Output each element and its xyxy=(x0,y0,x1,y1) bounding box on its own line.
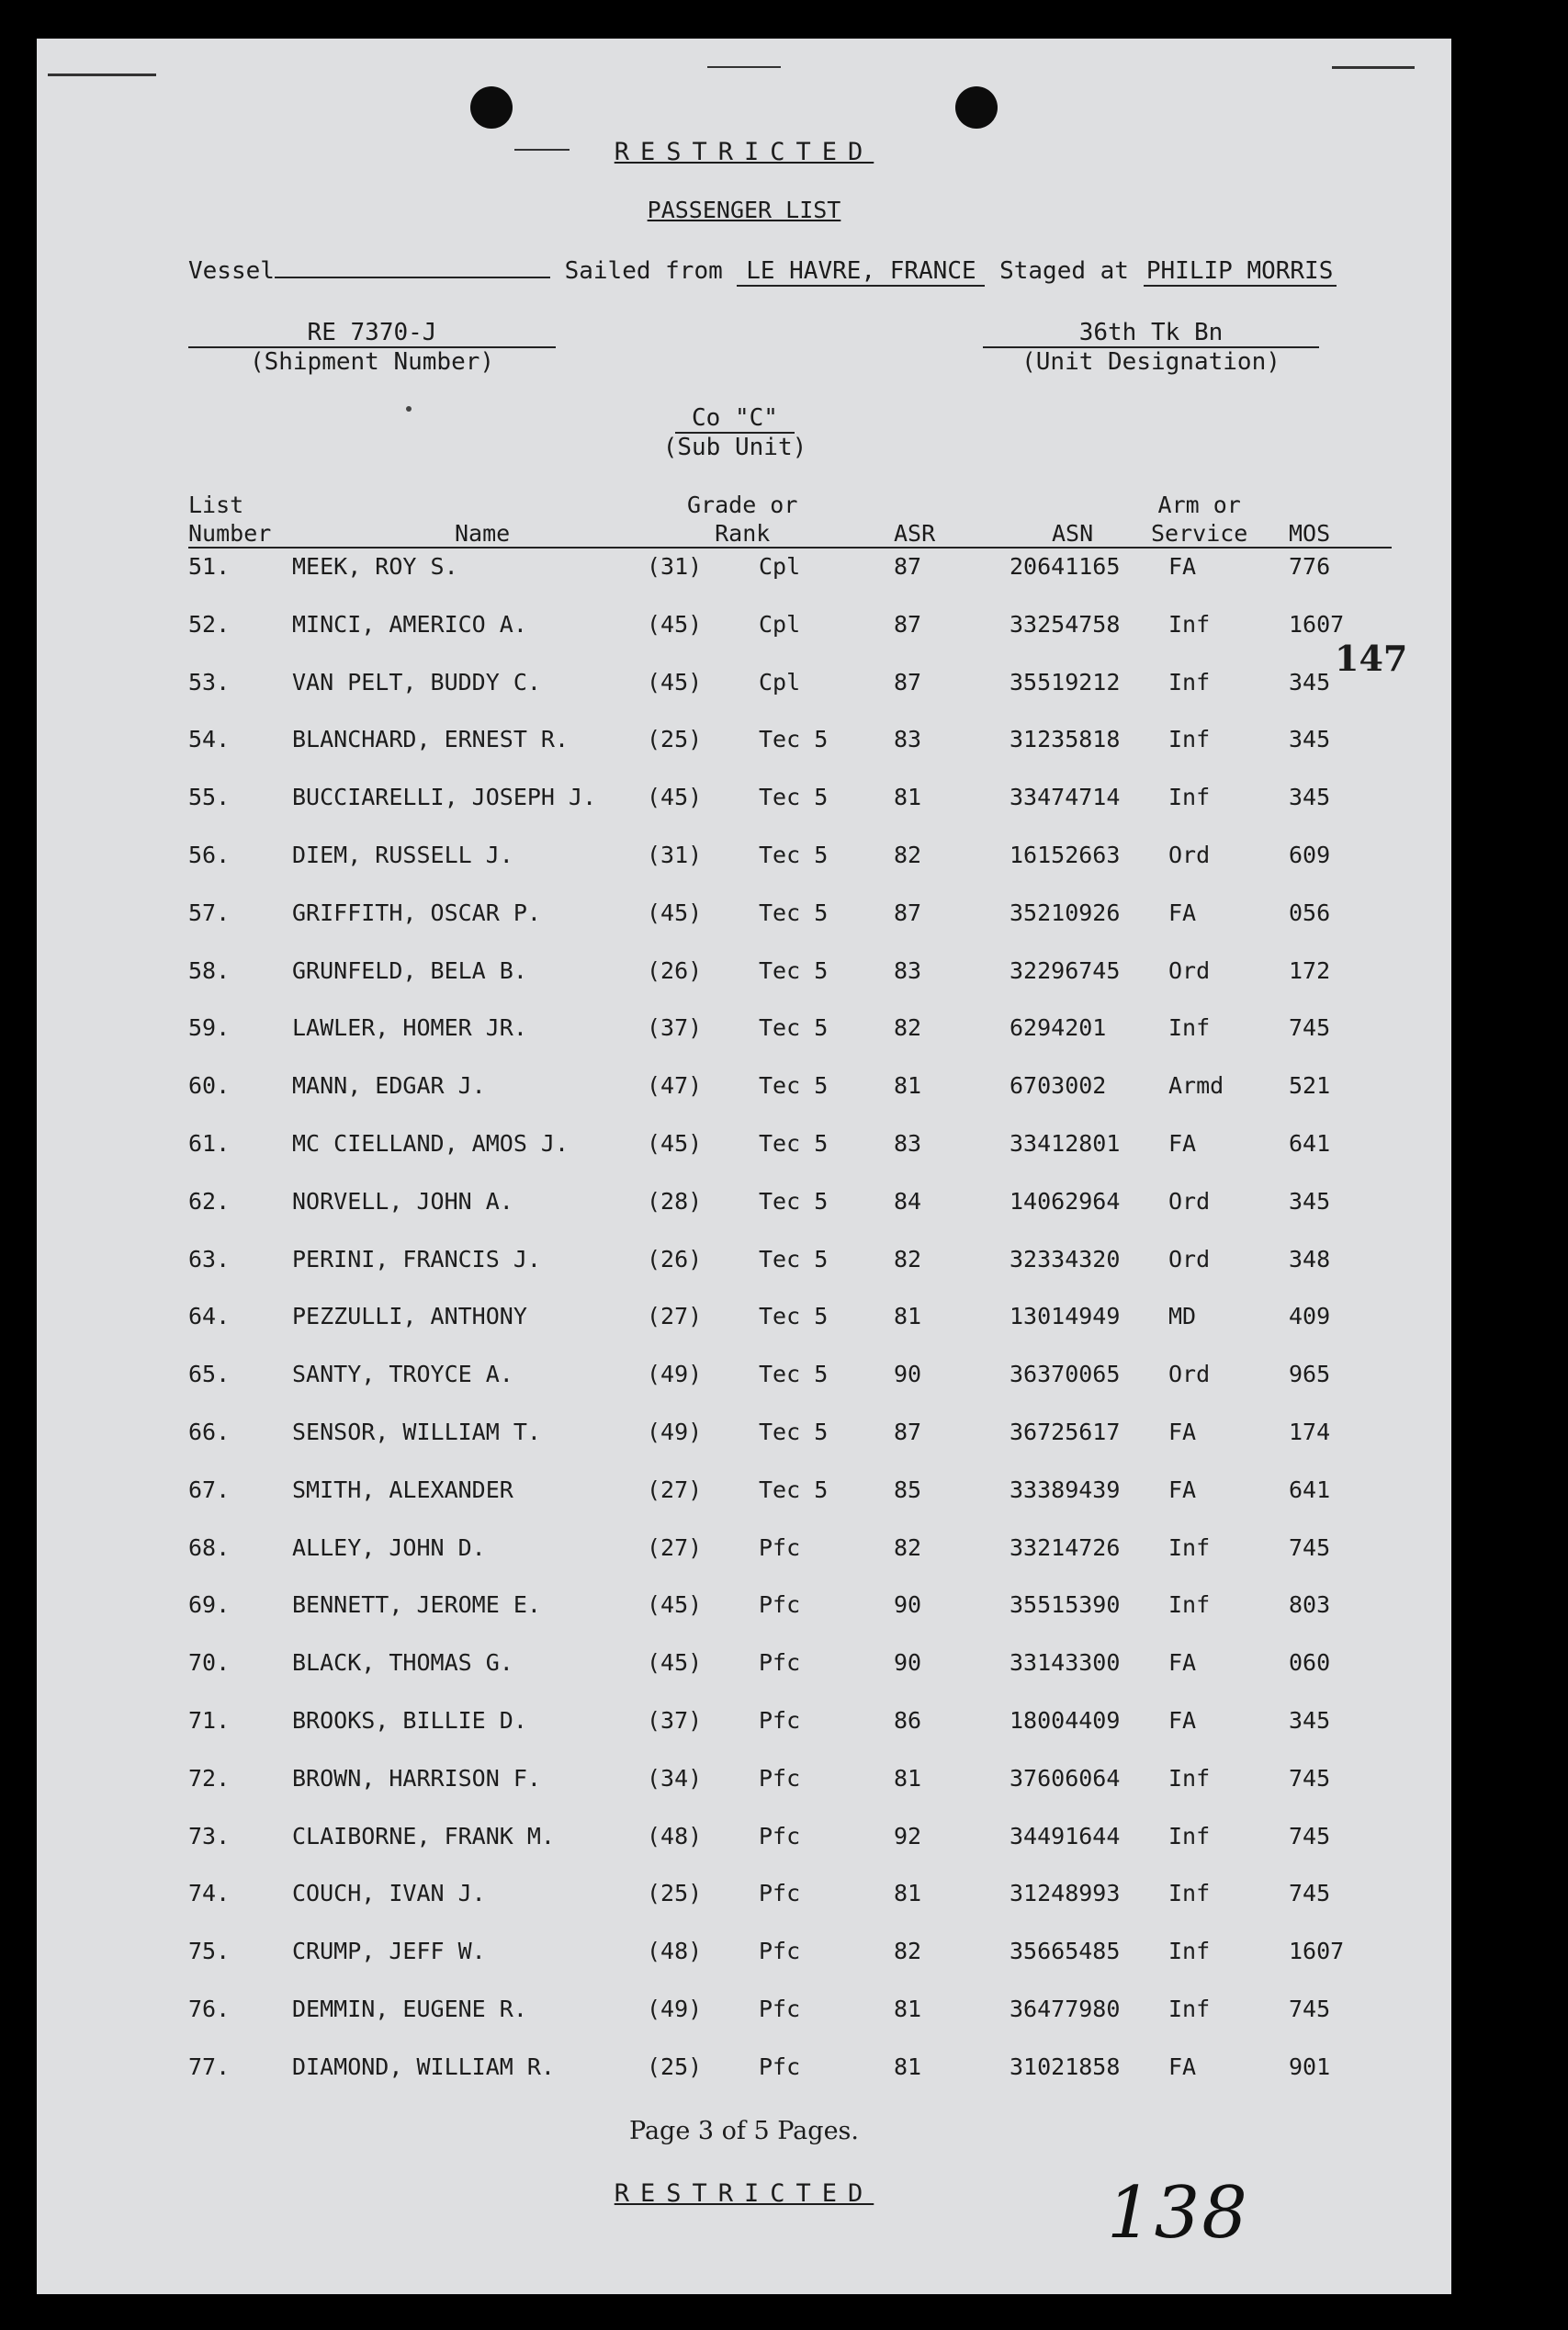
table-row xyxy=(37,1014,1451,1069)
cell-num: 53. xyxy=(188,668,231,696)
cell-arm: FA xyxy=(1168,1419,1197,1445)
cell-age: (48) xyxy=(647,1822,703,1849)
cell-asn: 31235818 xyxy=(1010,726,1121,753)
cell-mos: 776 xyxy=(1289,553,1331,580)
cell-age: (45) xyxy=(647,610,703,638)
cell-asn: 36477980 xyxy=(1010,1996,1121,2022)
cell-mos: 521 xyxy=(1289,1072,1331,1100)
cell-asr: 81 xyxy=(894,1880,922,1907)
cell-mos: 409 xyxy=(1289,1303,1331,1330)
table-row xyxy=(37,1823,1451,1878)
cell-asn: 31248993 xyxy=(1010,1880,1121,1907)
cell-mos: 172 xyxy=(1289,956,1331,984)
cell-asn: 33389439 xyxy=(1010,1476,1121,1503)
header-rule xyxy=(188,547,1392,549)
cell-asr: 81 xyxy=(894,1996,922,2022)
cell-num: 76. xyxy=(188,1996,231,2022)
cell-name: NORVELL, JOHN A. xyxy=(292,1187,513,1215)
col-arm-service: Arm or Service xyxy=(1151,492,1248,547)
cell-num: 54. xyxy=(188,726,231,753)
document-sheet xyxy=(37,39,1451,2294)
cell-age: (25) xyxy=(647,726,703,753)
table-row xyxy=(37,1765,1451,1820)
table-row xyxy=(37,1938,1451,1993)
cell-asn: 18004409 xyxy=(1010,1707,1121,1734)
cell-grade: Tec 5 xyxy=(759,1072,829,1100)
cell-arm: Inf xyxy=(1168,726,1211,753)
stray-mark xyxy=(406,406,412,412)
cell-name: BLANCHARD, ERNEST R. xyxy=(292,726,570,753)
cell-mos: 965 xyxy=(1289,1361,1331,1388)
cell-asr: 87 xyxy=(894,1419,922,1445)
cell-num: 63. xyxy=(188,1245,231,1272)
cell-mos: 174 xyxy=(1289,1419,1331,1445)
cell-asn: 16152663 xyxy=(1010,842,1121,868)
cell-arm: FA xyxy=(1168,1707,1197,1734)
cell-asn: 35515390 xyxy=(1010,1591,1121,1619)
cell-asn: 32296745 xyxy=(1010,956,1121,984)
cell-num: 73. xyxy=(188,1822,231,1849)
cell-age: (49) xyxy=(647,1419,703,1445)
cell-name: SENSOR, WILLIAM T. xyxy=(292,1419,541,1445)
cell-asn: 31021858 xyxy=(1010,2053,1121,2080)
table-row xyxy=(37,1476,1451,1532)
cell-name: CLAIBORNE, FRANK M. xyxy=(292,1822,555,1849)
cell-mos: 348 xyxy=(1289,1245,1331,1272)
cell-mos: 345 xyxy=(1289,1187,1331,1215)
unit-designation-block xyxy=(983,319,1319,376)
cell-grade: Pfc xyxy=(759,1764,801,1792)
col-asr: ASR xyxy=(894,520,936,547)
cell-num: 74. xyxy=(188,1880,231,1907)
cell-asr: 82 xyxy=(894,842,922,868)
cell-name: MANN, EDGAR J. xyxy=(292,1072,486,1100)
cell-arm: Ord xyxy=(1168,842,1211,868)
punch-hole-right xyxy=(955,86,998,129)
cell-mos: 641 xyxy=(1289,1476,1331,1503)
cell-asr: 87 xyxy=(894,553,922,580)
cell-asr: 85 xyxy=(894,1476,922,1503)
cell-arm: Ord xyxy=(1168,1361,1211,1388)
cell-age: (49) xyxy=(647,1361,703,1388)
cell-num: 64. xyxy=(188,1303,231,1330)
cell-name: VAN PELT, BUDDY C. xyxy=(292,668,541,696)
table-row xyxy=(37,1534,1451,1589)
cell-name: DEMMIN, EUGENE R. xyxy=(292,1996,527,2022)
cell-mos: 641 xyxy=(1289,1130,1331,1157)
cell-mos: 803 xyxy=(1289,1591,1331,1619)
cell-grade: Pfc xyxy=(759,1996,801,2022)
cell-grade: Tec 5 xyxy=(759,1014,829,1042)
table-row xyxy=(37,1996,1451,2051)
vessel-value xyxy=(275,277,550,278)
staged-at-label: Staged at xyxy=(999,257,1129,285)
cell-grade: Tec 5 xyxy=(759,784,829,811)
page-indicator: Page 3 of 5 Pages. xyxy=(628,2117,859,2145)
table-row xyxy=(37,1188,1451,1243)
cell-name: PEZZULLI, ANTHONY xyxy=(292,1303,527,1330)
cell-arm: Inf xyxy=(1168,1764,1211,1792)
cell-grade: Cpl xyxy=(759,610,801,638)
table-row xyxy=(37,611,1451,666)
table-row xyxy=(37,1707,1451,1762)
cell-age: (45) xyxy=(647,1649,703,1677)
cell-grade: Tec 5 xyxy=(759,1187,829,1215)
cell-arm: FA xyxy=(1168,2053,1197,2080)
col-mos: MOS xyxy=(1289,520,1331,547)
cell-num: 65. xyxy=(188,1361,231,1388)
staged-at-value: PHILIP MORRIS xyxy=(1144,257,1337,287)
cell-asr: 87 xyxy=(894,899,922,926)
cell-arm: Armd xyxy=(1168,1072,1224,1100)
cell-name: PERINI, FRANCIS J. xyxy=(292,1245,541,1272)
corner-mark xyxy=(48,74,156,76)
cell-age: (37) xyxy=(647,1707,703,1734)
vessel-label: Vessel xyxy=(188,257,275,285)
cell-arm: FA xyxy=(1168,899,1197,926)
cell-arm: Ord xyxy=(1168,1245,1211,1272)
cell-mos: 745 xyxy=(1289,1014,1331,1042)
cell-asr: 84 xyxy=(894,1187,922,1215)
cell-age: (26) xyxy=(647,1245,703,1272)
cell-age: (25) xyxy=(647,2053,703,2080)
cell-age: (45) xyxy=(647,1591,703,1619)
table-row xyxy=(37,2053,1451,2109)
cell-grade: Tec 5 xyxy=(759,1419,829,1445)
classification-header: RESTRICTED xyxy=(614,138,874,166)
cell-age: (31) xyxy=(647,842,703,868)
cell-grade: Tec 5 xyxy=(759,842,829,868)
table-row xyxy=(37,1361,1451,1416)
cell-name: DIAMOND, WILLIAM R. xyxy=(292,2053,555,2080)
cell-asr: 82 xyxy=(894,1533,922,1561)
col-grade: Grade or Rank xyxy=(687,492,798,547)
cell-num: 61. xyxy=(188,1130,231,1157)
cell-age: (45) xyxy=(647,899,703,926)
cell-asn: 34491644 xyxy=(1010,1822,1121,1849)
cell-name: CRUMP, JEFF W. xyxy=(292,1938,486,1965)
cell-mos: 060 xyxy=(1289,1649,1331,1677)
cell-arm: Ord xyxy=(1168,956,1211,984)
cell-arm: MD xyxy=(1168,1303,1197,1330)
cell-arm: Inf xyxy=(1168,784,1211,811)
cell-num: 57. xyxy=(188,899,231,926)
cell-asn: 36725617 xyxy=(1010,1419,1121,1445)
cell-age: (27) xyxy=(647,1476,703,1503)
cell-num: 72. xyxy=(188,1764,231,1792)
cell-age: (34) xyxy=(647,1764,703,1792)
cell-asn: 32334320 xyxy=(1010,1245,1121,1272)
cell-asr: 81 xyxy=(894,1303,922,1330)
cell-asn: 33474714 xyxy=(1010,784,1121,811)
cell-arm: Inf xyxy=(1168,668,1211,696)
cell-mos: 345 xyxy=(1289,784,1331,811)
cell-age: (48) xyxy=(647,1938,703,1965)
cell-asr: 81 xyxy=(894,2053,922,2080)
cell-asr: 83 xyxy=(894,1130,922,1157)
table-row xyxy=(37,726,1451,781)
table-row xyxy=(37,784,1451,839)
cell-asn: 6294201 xyxy=(1010,1014,1107,1042)
cell-num: 62. xyxy=(188,1187,231,1215)
top-mark xyxy=(707,66,781,68)
sailed-from-label: Sailed from xyxy=(564,257,723,285)
cell-arm: FA xyxy=(1168,1476,1197,1503)
cell-asr: 90 xyxy=(894,1591,922,1619)
punch-hole-left xyxy=(470,86,513,129)
cell-grade: Tec 5 xyxy=(759,899,829,926)
cell-mos: 745 xyxy=(1289,1533,1331,1561)
cell-grade: Pfc xyxy=(759,1880,801,1907)
table-row xyxy=(37,1246,1451,1301)
cell-grade: Cpl xyxy=(759,553,801,580)
col-list-number: List Number xyxy=(188,492,272,547)
cell-mos: 609 xyxy=(1289,842,1331,868)
cell-grade: Pfc xyxy=(759,1707,801,1734)
cell-asr: 83 xyxy=(894,726,922,753)
table-row xyxy=(37,957,1451,1012)
cell-grade: Tec 5 xyxy=(759,1303,829,1330)
cell-asr: 83 xyxy=(894,956,922,984)
cell-grade: Tec 5 xyxy=(759,1476,829,1503)
shipment-number: RE 7370-J xyxy=(188,319,556,348)
cell-arm: Inf xyxy=(1168,1014,1211,1042)
cell-name: MEEK, ROY S. xyxy=(292,553,458,580)
cell-grade: Tec 5 xyxy=(759,956,829,984)
cell-mos: 1607 xyxy=(1289,1938,1345,1965)
cell-asr: 81 xyxy=(894,1764,922,1792)
cell-asn: 20641165 xyxy=(1010,553,1121,580)
cell-asn: 14062964 xyxy=(1010,1187,1121,1215)
cell-asn: 33254758 xyxy=(1010,610,1121,638)
cell-asr: 90 xyxy=(894,1361,922,1388)
cell-asn: 33214726 xyxy=(1010,1533,1121,1561)
cell-num: 52. xyxy=(188,610,231,638)
sub-unit-caption: (Sub Unit) xyxy=(662,434,807,461)
cell-num: 71. xyxy=(188,1707,231,1734)
cell-name: MINCI, AMERICO A. xyxy=(292,610,527,638)
cell-arm: FA xyxy=(1168,1649,1197,1677)
cell-arm: Inf xyxy=(1168,610,1211,638)
cell-name: BROWN, HARRISON F. xyxy=(292,1764,541,1792)
table-row xyxy=(37,1649,1451,1704)
shipment-caption: (Shipment Number) xyxy=(249,348,495,376)
table-row xyxy=(37,553,1451,608)
cell-asr: 82 xyxy=(894,1014,922,1042)
cell-age: (26) xyxy=(647,956,703,984)
cell-num: 56. xyxy=(188,842,231,868)
table-row xyxy=(37,1591,1451,1646)
sailed-from-value: LE HAVRE, FRANCE xyxy=(737,257,985,287)
sub-unit-block xyxy=(643,404,827,461)
cell-name: DIEM, RUSSELL J. xyxy=(292,842,513,868)
cell-arm: Inf xyxy=(1168,1591,1211,1619)
cell-mos: 345 xyxy=(1289,1707,1331,1734)
classification-footer: RESTRICTED xyxy=(614,2179,874,2208)
cell-asn: 13014949 xyxy=(1010,1303,1121,1330)
cell-name: LAWLER, HOMER JR. xyxy=(292,1014,527,1042)
cell-asr: 87 xyxy=(894,668,922,696)
cell-asn: 33412801 xyxy=(1010,1130,1121,1157)
cell-arm: Inf xyxy=(1168,1996,1211,2022)
cell-grade: Pfc xyxy=(759,1591,801,1619)
unit-caption: (Unit Designation) xyxy=(1021,348,1280,376)
cell-name: MC CIELLAND, AMOS J. xyxy=(292,1130,570,1157)
cell-asn: 35665485 xyxy=(1010,1938,1121,1965)
cell-grade: Tec 5 xyxy=(759,1361,829,1388)
handwritten-number: 138 xyxy=(1107,2172,1249,2255)
table-row xyxy=(37,1880,1451,1935)
cell-asn: 35210926 xyxy=(1010,899,1121,926)
cell-age: (25) xyxy=(647,1880,703,1907)
cell-asr: 92 xyxy=(894,1822,922,1849)
cell-num: 68. xyxy=(188,1533,231,1561)
cell-num: 51. xyxy=(188,553,231,580)
cell-age: (45) xyxy=(647,1130,703,1157)
cell-mos: 745 xyxy=(1289,1880,1331,1907)
margin-number: 147 xyxy=(1335,638,1408,679)
cell-grade: Tec 5 xyxy=(759,1130,829,1157)
table-row xyxy=(37,842,1451,897)
page-title: PASSENGER LIST xyxy=(647,197,841,223)
corner-mark xyxy=(1332,66,1415,69)
cell-num: 77. xyxy=(188,2053,231,2080)
cell-num: 75. xyxy=(188,1938,231,1965)
cell-asr: 82 xyxy=(894,1938,922,1965)
cell-asr: 81 xyxy=(894,784,922,811)
cell-asn: 33143300 xyxy=(1010,1649,1121,1677)
cell-grade: Cpl xyxy=(759,668,801,696)
cell-num: 67. xyxy=(188,1476,231,1503)
cell-name: BUCCIARELLI, JOSEPH J. xyxy=(292,784,597,811)
table-row xyxy=(37,1130,1451,1185)
table-row xyxy=(37,1303,1451,1358)
cell-asr: 86 xyxy=(894,1707,922,1734)
cell-age: (28) xyxy=(647,1187,703,1215)
cell-asn: 6703002 xyxy=(1010,1072,1107,1100)
cell-asn: 37606064 xyxy=(1010,1764,1121,1792)
cell-asr: 87 xyxy=(894,610,922,638)
cell-name: SANTY, TROYCE A. xyxy=(292,1361,513,1388)
cell-name: SMITH, ALEXANDER xyxy=(292,1476,513,1503)
cell-name: COUCH, IVAN J. xyxy=(292,1880,486,1907)
cell-age: (45) xyxy=(647,668,703,696)
cell-name: BENNETT, JEROME E. xyxy=(292,1591,541,1619)
cell-mos: 345 xyxy=(1289,668,1331,696)
cell-age: (47) xyxy=(647,1072,703,1100)
unit-designation: 36th Tk Bn xyxy=(983,319,1319,348)
cell-arm: Inf xyxy=(1168,1822,1211,1849)
table-row xyxy=(37,669,1451,724)
cell-mos: 745 xyxy=(1289,1822,1331,1849)
table-row xyxy=(37,1419,1451,1474)
table-row xyxy=(37,899,1451,955)
cell-arm: Ord xyxy=(1168,1187,1211,1215)
cell-arm: FA xyxy=(1168,553,1197,580)
col-asn: ASN xyxy=(1052,520,1094,547)
cell-num: 60. xyxy=(188,1072,231,1100)
cell-mos: 345 xyxy=(1289,726,1331,753)
cell-asr: 81 xyxy=(894,1072,922,1100)
cell-asn: 35519212 xyxy=(1010,668,1121,696)
cell-mos: 745 xyxy=(1289,1764,1331,1792)
cell-name: BROOKS, BILLIE D. xyxy=(292,1707,527,1734)
cell-grade: Pfc xyxy=(759,2053,801,2080)
cell-mos: 056 xyxy=(1289,899,1331,926)
cell-arm: Inf xyxy=(1168,1938,1211,1965)
cell-num: 69. xyxy=(188,1591,231,1619)
cell-asn: 36370065 xyxy=(1010,1361,1121,1388)
cell-grade: Pfc xyxy=(759,1938,801,1965)
cell-mos: 1607 xyxy=(1289,610,1345,638)
cell-arm: FA xyxy=(1168,1130,1197,1157)
cell-asr: 90 xyxy=(894,1649,922,1677)
cell-age: (27) xyxy=(647,1533,703,1561)
cell-name: BLACK, THOMAS G. xyxy=(292,1649,513,1677)
cell-grade: Pfc xyxy=(759,1822,801,1849)
shipment-number-block xyxy=(188,319,556,376)
cell-num: 70. xyxy=(188,1649,231,1677)
cell-grade: Tec 5 xyxy=(759,1245,829,1272)
col-name: Name xyxy=(455,520,511,547)
cell-grade: Pfc xyxy=(759,1533,801,1561)
cell-age: (45) xyxy=(647,784,703,811)
cell-age: (27) xyxy=(647,1303,703,1330)
cell-age: (37) xyxy=(647,1014,703,1042)
sub-unit: Co "C" xyxy=(675,404,795,434)
cell-age: (31) xyxy=(647,553,703,580)
cell-age: (49) xyxy=(647,1996,703,2022)
cell-asr: 82 xyxy=(894,1245,922,1272)
cell-arm: Inf xyxy=(1168,1533,1211,1561)
cell-name: GRUNFELD, BELA B. xyxy=(292,956,527,984)
cell-num: 59. xyxy=(188,1014,231,1042)
cell-grade: Tec 5 xyxy=(759,726,829,753)
cell-num: 66. xyxy=(188,1419,231,1445)
cell-mos: 901 xyxy=(1289,2053,1331,2080)
cell-name: GRIFFITH, OSCAR P. xyxy=(292,899,541,926)
table-row xyxy=(37,1072,1451,1127)
vessel-line xyxy=(188,257,1337,287)
cell-mos: 745 xyxy=(1289,1996,1331,2022)
cell-num: 58. xyxy=(188,956,231,984)
cell-arm: Inf xyxy=(1168,1880,1211,1907)
cell-grade: Pfc xyxy=(759,1649,801,1677)
cell-num: 55. xyxy=(188,784,231,811)
cell-name: ALLEY, JOHN D. xyxy=(292,1533,486,1561)
